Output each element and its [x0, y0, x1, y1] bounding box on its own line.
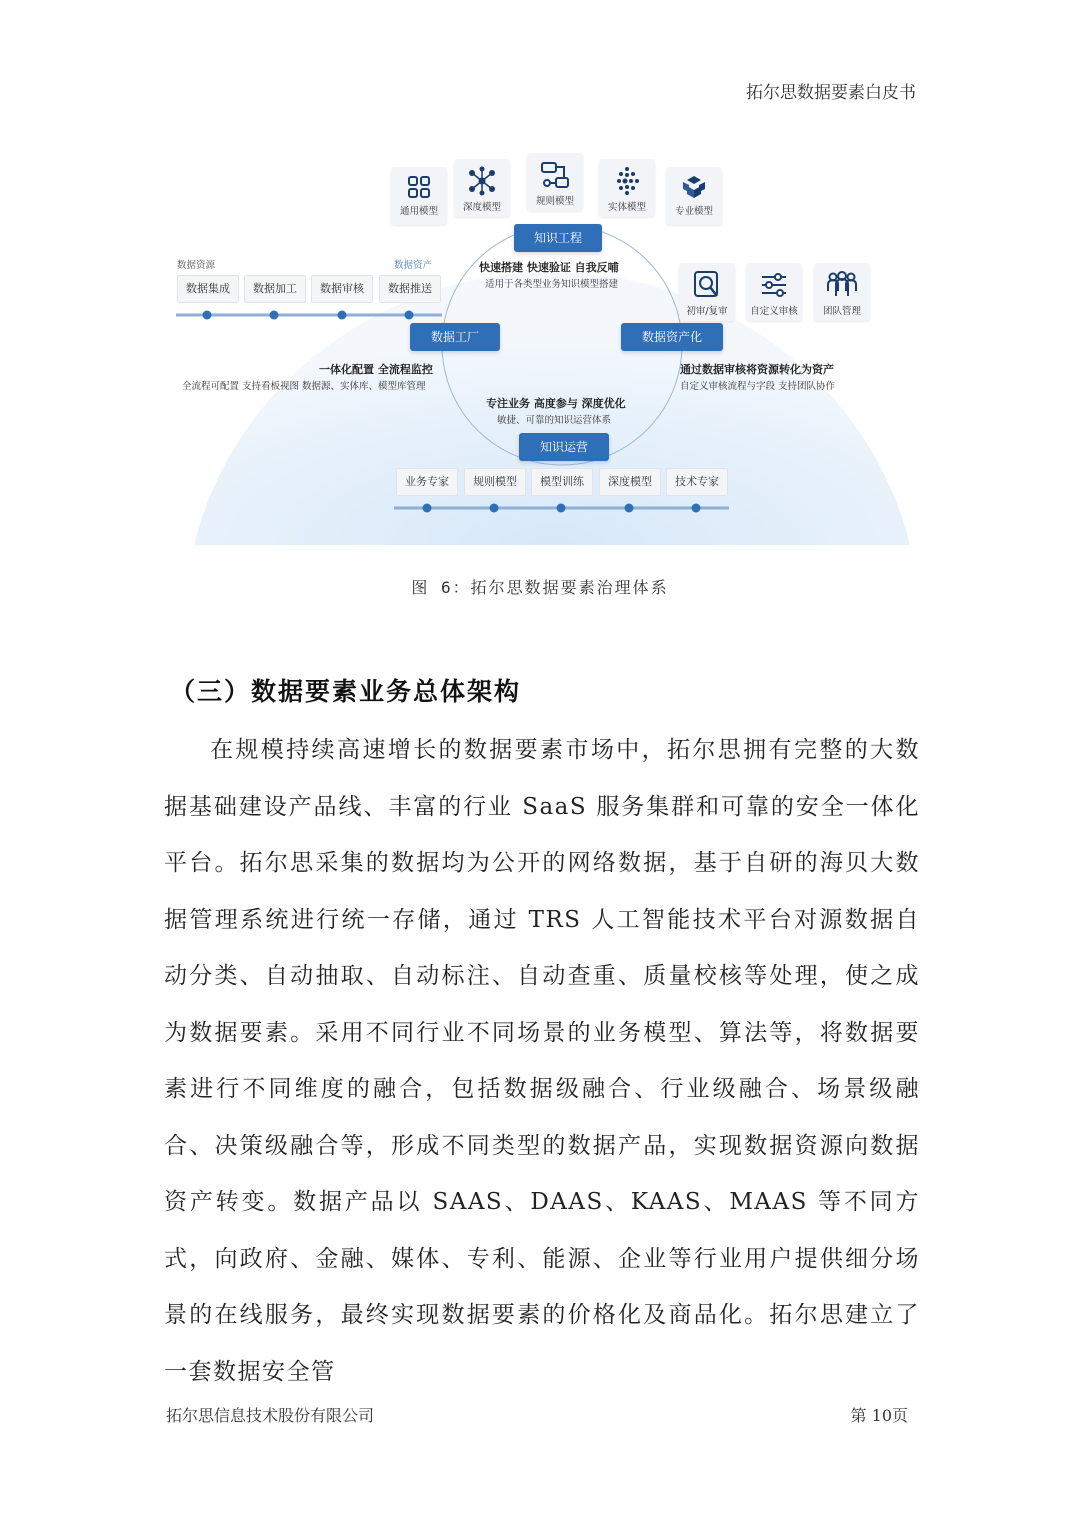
icon-label: 深度模型 [462, 202, 501, 213]
icon-card-rule-model [527, 153, 583, 211]
icon-card-entity-model [599, 159, 655, 217]
icon-card-team-management [814, 263, 870, 321]
cubes-icon [680, 173, 708, 201]
bottom-step: 技术专家 [666, 468, 728, 496]
search-doc-icon [691, 269, 723, 301]
pipeline-step: 数据审核 [311, 275, 373, 303]
knowledge-operation-pill: 知识运营 [519, 433, 609, 461]
footer-page-number: 第 10页 [850, 1406, 908, 1425]
grid-icon [405, 173, 433, 201]
bottom-step: 规则模型 [464, 468, 526, 496]
knowledge-engineering-desc: 适用于各类型业务知识模型搭建 [485, 279, 619, 290]
sliders-icon [758, 269, 790, 301]
icon-label: 自定义审核 [750, 306, 798, 317]
data-assetization-desc: 自定义审核流程与字段 支持团队协作 [680, 381, 836, 392]
knowledge-operation-desc: 敏捷、可靠的知识运营体系 [497, 415, 612, 426]
body-paragraph: 在规模持续高速增长的数据要素市场中，拓尔思拥有完整的大数据基础建设产品线、丰富的行业 SaaS 服务集群和可靠的安全一体化平台。拓尔思采集的数据均为公开的网络数据，基于自研的海贝大数据管理系统进行统一存储，通过 TRS 人工智能技术平台对源数据自动分类、自动抽取、自动标注、自动查重、质量校核等处理，使之成为数据要素。采用不同行业不同场景的业务模型、算法等，将数据要素进行不同维度的融合，包括数据级融合、行业级融合、场景级融合、决策级融合等，形成不同类型的数据产品，实现数据资源向数据资产转变。数据产品以 SAAS、DAAS、KAAS、MAAS 等不同方式，向政府、金融、媒体、专利、能源、企业等行业用户提供细分场景的在线服务，最终实现数据要素的价格化及商品化。拓尔思建立了一套数据安全管 [164, 737, 920, 1385]
pipeline-step: 数据推送 [379, 275, 441, 303]
team-icon [825, 269, 859, 301]
entity-icon [611, 165, 643, 197]
data-factory-title: 一体化配置 全流程监控 [319, 363, 433, 376]
pipeline-step: 数据集成 [177, 275, 239, 303]
footer-company: 拓尔思信息技术股份有限公司 [166, 1406, 375, 1425]
header-title: 拓尔思数据要素白皮书 [746, 83, 916, 103]
data-factory-pill: 数据工厂 [410, 323, 500, 351]
data-asset-label: 数据资产 [394, 260, 433, 271]
knowledge-engineering-title: 快速搭建 快速验证 自我反哺 [479, 261, 619, 274]
icon-label: 实体模型 [607, 202, 646, 213]
icon-card-deep-model [454, 159, 510, 217]
bottom-step: 模型训练 [531, 468, 593, 496]
section-heading: （三）数据要素业务总体架构 [170, 677, 522, 706]
icon-card-review [679, 263, 735, 321]
bottom-step: 深度模型 [599, 468, 661, 496]
governance-figure [174, 145, 910, 545]
icon-card-custom-review [746, 263, 802, 321]
bottom-step: 业务专家 [396, 468, 458, 496]
knowledge-operation-title: 专注业务 高度参与 深度优化 [486, 397, 626, 410]
knowledge-engineering-pill: 知识工程 [514, 224, 602, 252]
icon-label: 通用模型 [399, 206, 438, 217]
icon-label: 团队管理 [822, 306, 861, 317]
figure-caption: 图 6：拓尔思数据要素治理体系 [411, 578, 669, 597]
data-resource-label: 数据资源 [177, 260, 216, 271]
data-assetization-pill: 数据资产化 [621, 323, 723, 351]
flow-icon [539, 159, 571, 191]
pipeline-step: 数据加工 [244, 275, 306, 303]
data-assetization-title: 通过数据审核将资源转化为资产 [680, 363, 834, 376]
icon-label: 专业模型 [674, 206, 713, 217]
network-icon [466, 165, 498, 197]
icon-label: 规则模型 [535, 196, 574, 207]
icon-card-general-model [391, 167, 447, 225]
data-factory-desc: 全流程可配置 支持看板视图 数据源、实体库、模型库管理 [182, 381, 426, 392]
icon-label: 初审/复审 [686, 306, 728, 317]
icon-card-professional-model [666, 167, 722, 225]
